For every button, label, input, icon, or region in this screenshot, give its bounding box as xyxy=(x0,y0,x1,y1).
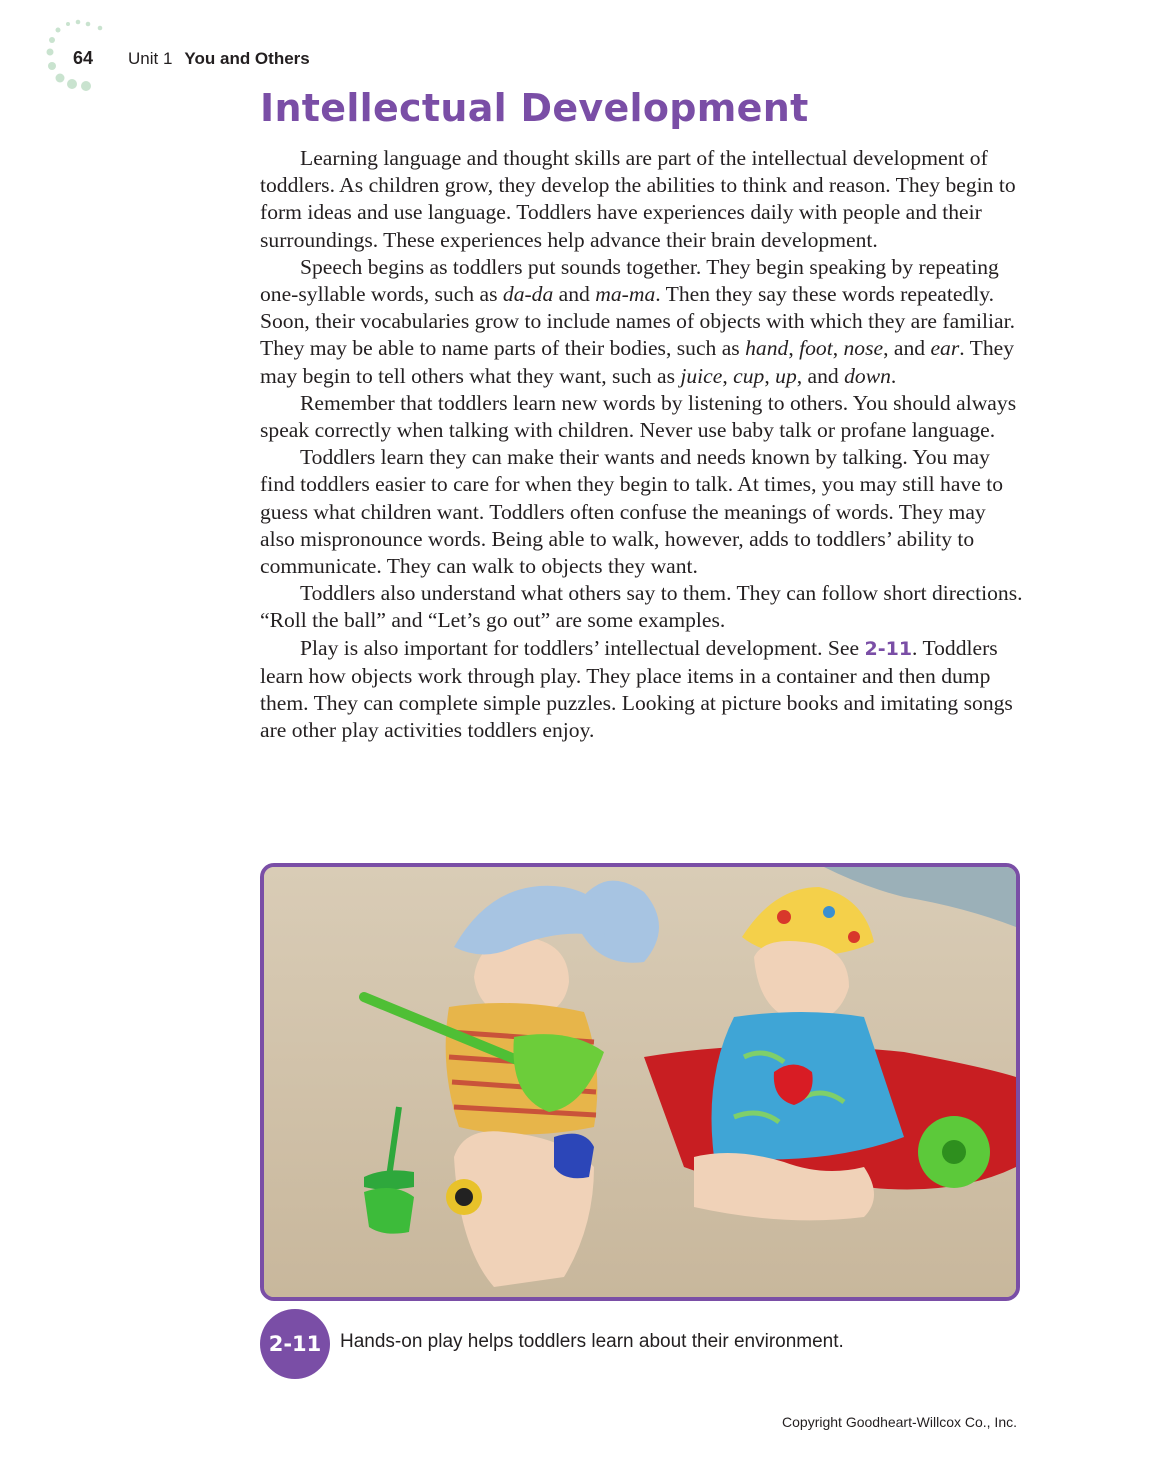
unit-label xyxy=(128,49,310,69)
italic-term: down xyxy=(844,363,891,388)
text-run: , xyxy=(764,363,776,388)
text-run: Toddlers learn they can make their wants and needs known by talking. You may find toddlers easier to care for when they begin to talk. At times, you may still have to guess what children want. Toddlers often confuse the meanings of words. They may also mispronounce words. Being able to walk, however, adds to toddlers’ ability to communicate. They can walk to objects they want. xyxy=(260,445,1004,579)
body-paragraph xyxy=(260,390,1025,444)
text-run: . They may begin to tell others what they want, such as xyxy=(260,336,1015,388)
text-run: , xyxy=(788,336,800,361)
figure-number-badge: 2-11 xyxy=(260,1309,330,1379)
body-paragraph xyxy=(260,635,1025,745)
text-run: Remember that toddlers learn new words by listening to others. You should always speak correctly when talking with children. Never use baby talk or profane language. xyxy=(260,390,1017,443)
section-title: Intellectual Development xyxy=(260,86,809,130)
unit-title: You and Others xyxy=(184,49,310,68)
unit-number: Unit 1 xyxy=(128,49,173,68)
italic-term: up xyxy=(775,363,797,388)
italic-term: nose xyxy=(843,336,884,361)
body-text xyxy=(260,145,1025,744)
text-run: , xyxy=(832,336,844,361)
text-run: Speech begins as toddlers put sounds together. They begin speaking by repeating one-syllable words, such as xyxy=(260,254,999,307)
text-run: Play is also important for toddlers’ intellectual development. See xyxy=(300,635,865,660)
figure-photo xyxy=(260,863,1020,1301)
text-run: . Toddlers learn how objects work through play. They place items in a container and then dump them. They can complete simple puzzles. Looking at picture books and imitating songs are other play activities toddlers enjoy. xyxy=(260,635,1013,743)
beach-photo-illustration xyxy=(264,867,1016,1297)
body-paragraph xyxy=(260,145,1025,254)
text-run: Learning language and thought skills are part of the intellectual development of toddlers. As children grow, they develop the abilities to think and reason. They begin to form ideas and use language. Toddlers have experiences daily with people and their surroundings. These experiences help advance their brain development. xyxy=(260,146,1016,252)
figure-caption: Hands-on play helps toddlers learn about their environment. xyxy=(340,1331,844,1352)
italic-term: ear xyxy=(930,336,960,361)
text-run: . Then they say these words repeatedly. Soon, their vocabularies grow to include names of objects with which they are familiar. They may be able to name parts of their bodies, such as xyxy=(260,282,1015,361)
figure-reference-link[interactable]: 2-11 xyxy=(864,637,913,660)
text-run: Toddlers also understand what others say to them. They can follow short directions. “Roll the ball” and “Let’s go out” are some examples. xyxy=(260,581,1023,633)
body-paragraph xyxy=(260,444,1025,580)
italic-term: ma-ma xyxy=(595,282,656,307)
text-run: . xyxy=(890,363,897,388)
italic-term: da-da xyxy=(502,282,554,307)
page-number: 64 xyxy=(73,48,94,68)
italic-term: hand xyxy=(745,336,789,361)
italic-term: foot xyxy=(799,336,833,361)
text-run: , and xyxy=(883,336,931,361)
text-run: and xyxy=(553,282,596,307)
text-run: , and xyxy=(796,363,845,388)
text-run: , xyxy=(722,363,734,388)
italic-term: juice xyxy=(680,363,723,388)
page-header xyxy=(0,0,400,100)
body-paragraph xyxy=(260,580,1025,634)
italic-term: cup xyxy=(733,363,765,388)
body-paragraph xyxy=(260,254,1025,390)
copyright-notice: Copyright Goodheart-Willcox Co., Inc. xyxy=(782,1414,1017,1430)
